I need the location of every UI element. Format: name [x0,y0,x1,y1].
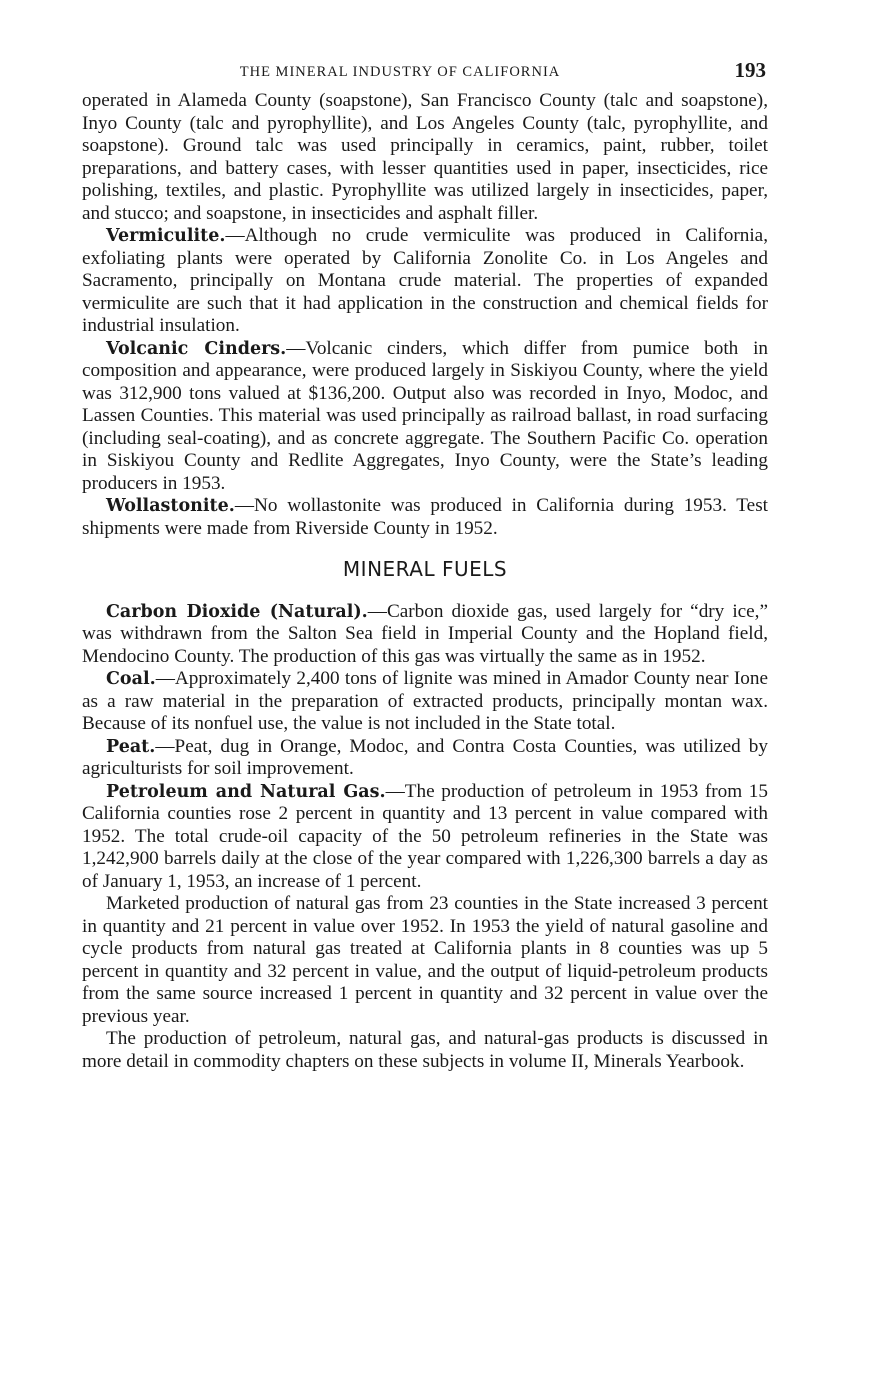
paragraph-coal [82,668,768,736]
paragraph-text: Marketed production of natural gas from 23 counties in the State increased 3 percent in quantity and 21 percent in value over 1952. In 1953 the yield of natural gasoline and cycle products from natural gas treated at California plants in 8 counties was up 5 percent in quantity and 32 percent in value, and the output of liquid-petroleum products from the same source increased 1 percent in quantity and 32 percent in value over the previous year. [82,893,768,1027]
running-head: THE MINERAL INDUSTRY OF CALIFORNIA [239,64,561,80]
paragraph-vermiculite [82,225,768,338]
paragraph-talc-continued [82,90,768,225]
paragraph-carbon-dioxide [82,601,768,669]
document-page [82,54,768,1073]
body-text [82,90,768,1073]
paragraph-text: —Carbon dioxide gas, used largely for “dry ice,” was withdrawn from the Salton Sea field in Imperial County and the Hopland field, Mendocino County. The production of this gas was virtually the same as in 1952. [82,600,768,667]
run-in-heading: Volcanic Cinders. [106,338,287,359]
paragraph-text: —Although no crude vermiculite was produced in California, exfoliating plants were operated by California Zonolite Co. in Los Angeles and Sacramento, principally on Montana crude material. The properties of expanded vermiculite are such that it had application in the construction and chemical fields for industrial insulation. [82,225,768,336]
run-in-heading: Wollastonite. [106,496,235,516]
run-in-heading: Petroleum and Natural Gas. [106,781,386,802]
paragraph-text: —No wollastonite was produced in California during 1953. Test shipments were made from Riverside County in 1952. [82,495,768,539]
paragraph-text: operated in Alameda County (soapstone), San Francisco County (talc and soapstone), Inyo County (talc and pyrophyllite), and Los Angeles County (talc, pyrophyllite, and soapstone). Ground talc was used principally in ceramics, paint, rubber, toilet preparations, and battery cases, with lesser quantities used in paper, insecticides, rice polishing, textiles, and plastic. Pyrophyllite was utilized largely in insecticides, paper, and stucco; and soapstone, in insecticides and asphalt filler. [82,90,768,224]
run-in-heading: Carbon Dioxide (Natural). [106,601,368,622]
paragraph-text: The production of petroleum, natural gas, and natural-gas products is discussed in more detail in commodity chapters on these subjects in volume II, Minerals Yearbook. [82,1028,768,1072]
run-in-heading: Coal. [106,669,156,689]
run-in-heading: Peat. [106,736,156,757]
paragraph-natural-gas [82,893,768,1028]
paragraph-text: —The production of petroleum in 1953 from 15 California counties rose 2 percent in quantity and 13 percent in value compared with 1952. The total crude-oil capacity of the 50 petroleum refineries in the State was 1,242,900 barrels daily at the close of the year compared with 1,226,300 barrels a day as of January 1, 1953, an increase of 1 percent. [82,780,768,892]
section-heading: MINERAL FUELS [342,557,508,581]
paragraph-wollastonite [82,495,768,540]
paragraph-commodity-chapters [82,1028,768,1073]
run-in-heading: Vermiculite. [106,226,226,246]
paragraph-text: —Peat, dug in Orange, Modoc, and Contra Costa Counties, was utilized by agriculturists for soil improvement. [82,735,768,779]
page-header [82,54,768,90]
paragraph-petroleum [82,781,768,894]
paragraph-peat [82,736,768,781]
paragraph-text: —Approximately 2,400 tons of lignite was mined in Amador County near Ione as a raw material in the preparation of extracted products, principally montan wax. Because of its nonfuel use, the value is not included in the State total. [82,668,768,734]
paragraph-volcanic-cinders [82,338,768,496]
page-number: 193 [734,58,766,82]
paragraph-text: —Volcanic cinders, which differ from pumice both in composition and appearance, were produced largely in Siskiyou County, where the yield was 312,900 tons valued at $136,200. Output also was recorded in Inyo, Modoc, and Lassen Counties. This material was used principally as railroad ballast, in road surfacing (including seal-coating), and as concrete aggregate. The Southern Pacific Co. operation in Siskiyou County and Redlite Aggregates, Inyo County, were the State’s leading producers in 1953. [82,337,768,494]
